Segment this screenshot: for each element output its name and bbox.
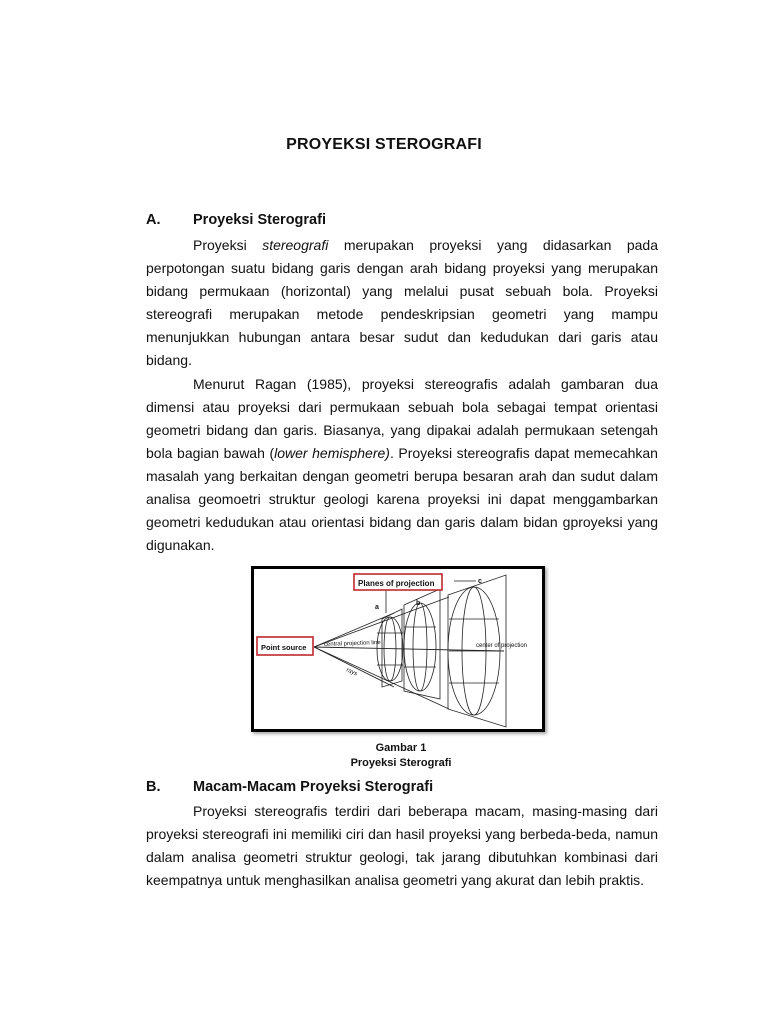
p1-rest: merupakan proyeksi yang didasarkan pada perpotongan suatu bidang garis dengan arah bidang proyeksi yang merupakan bidang permukaan (horizontal) yang melalui pusat sebuah bola. Proyeksi stereografi merupakan metode pendeskripsian geometri yang mampu menunjukkan hubungan antara besar sudut dan kedudukan dari garis atau bidang. — [146, 237, 658, 368]
section-b-paragraph-1 — [146, 800, 658, 892]
plane-a-label: a — [375, 604, 379, 611]
p2-after: . Proyeksi stereografis dapat memecahkan masalah yang berkaitan dengan geometri berupa besaran arah dan sudut dalam analisa geomoetri struktur geologi karena proyeksi ini dapat menggambarkan geometri kedudukan atau orientasi bidang dan garis dalam bidan gproyeksi yang digunakan. — [146, 445, 658, 553]
section-a-number: A. — [146, 212, 161, 228]
ray-bottom-2 — [314, 647, 449, 709]
plane-b-label: b — [416, 600, 421, 607]
p2-italic-term: lower hemisphere) — [274, 445, 390, 461]
center-of-projection-label: center of projection — [476, 643, 528, 649]
rays-label: rays — [345, 667, 358, 678]
section-b-title: Macam-Macam Proyeksi Sterografi — [193, 779, 434, 795]
figure-caption-number: Gambar 1 — [375, 742, 427, 754]
point-source-label: Point source — [261, 643, 307, 652]
ray-top-2 — [314, 597, 449, 647]
p1-lead: Proyeksi — [193, 237, 247, 253]
p1-italic-term: stereografi — [262, 237, 329, 253]
projection-diagram — [254, 569, 542, 729]
plane-c-label: c — [478, 578, 482, 585]
section-b-heading — [146, 779, 433, 795]
section-b-p1-text: Proyeksi stereografis terdiri dari beberapa macam, masing-masing dari proyeksi stereografi ini memiliki ciri dan hasil proyeksi yang berbeda-beda, namun dalam analisa geometri struktur geologi, tak jarang dibutuhkan kombinasi dari keempatnya untuk menghasilkan analisa geometri yang akurat dan lebih praktis. — [146, 803, 658, 888]
figure-caption-title: Proyeksi Sterografi — [350, 757, 452, 769]
projection-figure — [251, 566, 545, 732]
section-a-heading — [146, 212, 326, 228]
section-a-paragraph-2 — [146, 373, 658, 557]
section-b-number: B. — [146, 779, 161, 795]
section-a-paragraph-1 — [146, 234, 658, 372]
central-projection-line-label: central projection line — [323, 640, 381, 648]
page-title: PROYEKSI STEROGRAFI — [286, 136, 482, 153]
section-a-title: Proyeksi Sterografi — [193, 212, 326, 228]
p2-before: Menurut Ragan (1985), proyeksi stereografis adalah gambaran dua dimensi atau proyeksi dari permukaan sebuah bola sebagai tempat orientasi geometri bidang dan garis. Biasanya, yang dipakai adalah permukaan setengah bola bagian bawah ( — [146, 376, 658, 461]
planes-of-projection-label: Planes of projection — [358, 579, 435, 588]
